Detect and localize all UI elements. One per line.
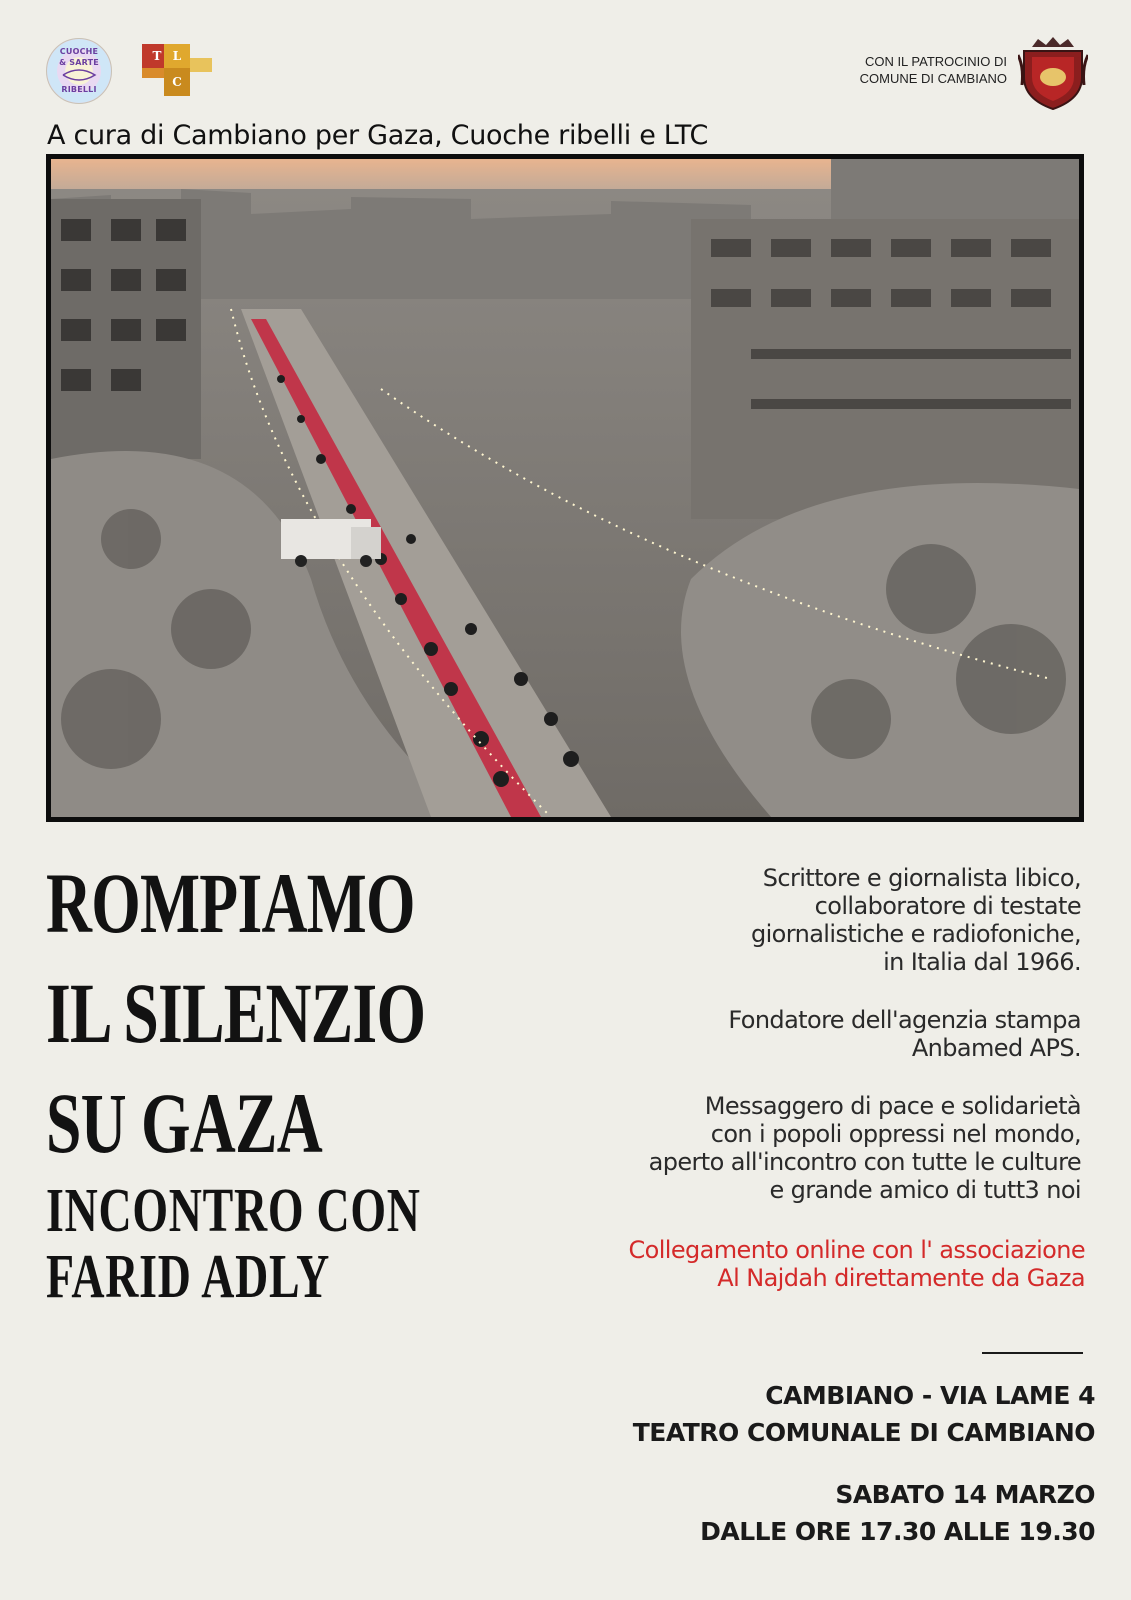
event-date: SABATO 14 MARZO <box>835 1480 1095 1509</box>
patronage-line: COMUNE DI CAMBIANO <box>859 71 1007 86</box>
bio-paragraph-2 <box>611 1006 1081 1062</box>
ltc-logo <box>142 40 214 102</box>
bio-line: in Italia dal 1966. <box>883 948 1081 976</box>
logo-text: CUOCHE <box>59 47 99 56</box>
ltc-letter: L <box>164 44 190 68</box>
event-title <box>46 848 606 1310</box>
cambiano-crest-icon <box>1018 37 1088 111</box>
ltc-letter: T <box>142 44 172 68</box>
sewing-icon <box>61 67 97 83</box>
title-line: IL SILENZIO <box>46 965 426 1061</box>
bio-line: aperto all'incontro con tutte le culture <box>648 1148 1081 1176</box>
gaza-street-photo <box>46 154 1084 822</box>
subtitle-line: FARID ADLY <box>46 1243 331 1311</box>
bio-line: Anbamed APS. <box>911 1034 1081 1062</box>
online-line: Collegamento online con l' associazione <box>628 1236 1085 1264</box>
bio-paragraph-1 <box>611 864 1081 976</box>
cuoche-ribelli-logo <box>46 38 112 104</box>
bio-line: con i popoli oppressi nel mondo, <box>710 1120 1081 1148</box>
title-line: ROMPIAMO <box>46 855 415 951</box>
curated-by-text: A cura di Cambiano per Gaza, Cuoche ribelli e LTC <box>47 120 708 151</box>
bio-paragraph-3 <box>561 1092 1081 1204</box>
event-datetime <box>535 1476 1095 1550</box>
bio-line: collaboratore di testate <box>814 892 1081 920</box>
location-line: CAMBIANO - VIA LAME 4 <box>765 1381 1095 1410</box>
event-location <box>535 1377 1095 1451</box>
subtitle-line: INCONTRO CON <box>46 1177 421 1245</box>
divider <box>982 1352 1083 1354</box>
event-time: DALLE ORE 17.30 ALLE 19.30 <box>700 1517 1095 1546</box>
patronage-text <box>860 53 1007 87</box>
title-line: SU GAZA <box>46 1075 322 1171</box>
bio-line: Scrittore e giornalista libico, <box>762 864 1081 892</box>
bio-line: e grande amico di tutt3 noi <box>769 1176 1081 1204</box>
ltc-letter: C <box>164 68 190 96</box>
bio-line: Fondatore dell'agenzia stampa <box>728 1006 1081 1034</box>
online-line: Al Najdah direttamente da Gaza <box>717 1264 1085 1292</box>
logo-text: & SARTE <box>59 58 99 67</box>
patronage-line: CON IL PATROCINIO DI <box>864 54 1007 69</box>
online-connection-note <box>565 1236 1085 1292</box>
bio-line: Messaggero di pace e solidarietà <box>704 1092 1081 1120</box>
logo-text: RIBELLI <box>61 85 97 94</box>
bio-line: giornalistiche e radiofoniche, <box>750 920 1081 948</box>
location-line: TEATRO COMUNALE DI CAMBIANO <box>632 1418 1095 1447</box>
